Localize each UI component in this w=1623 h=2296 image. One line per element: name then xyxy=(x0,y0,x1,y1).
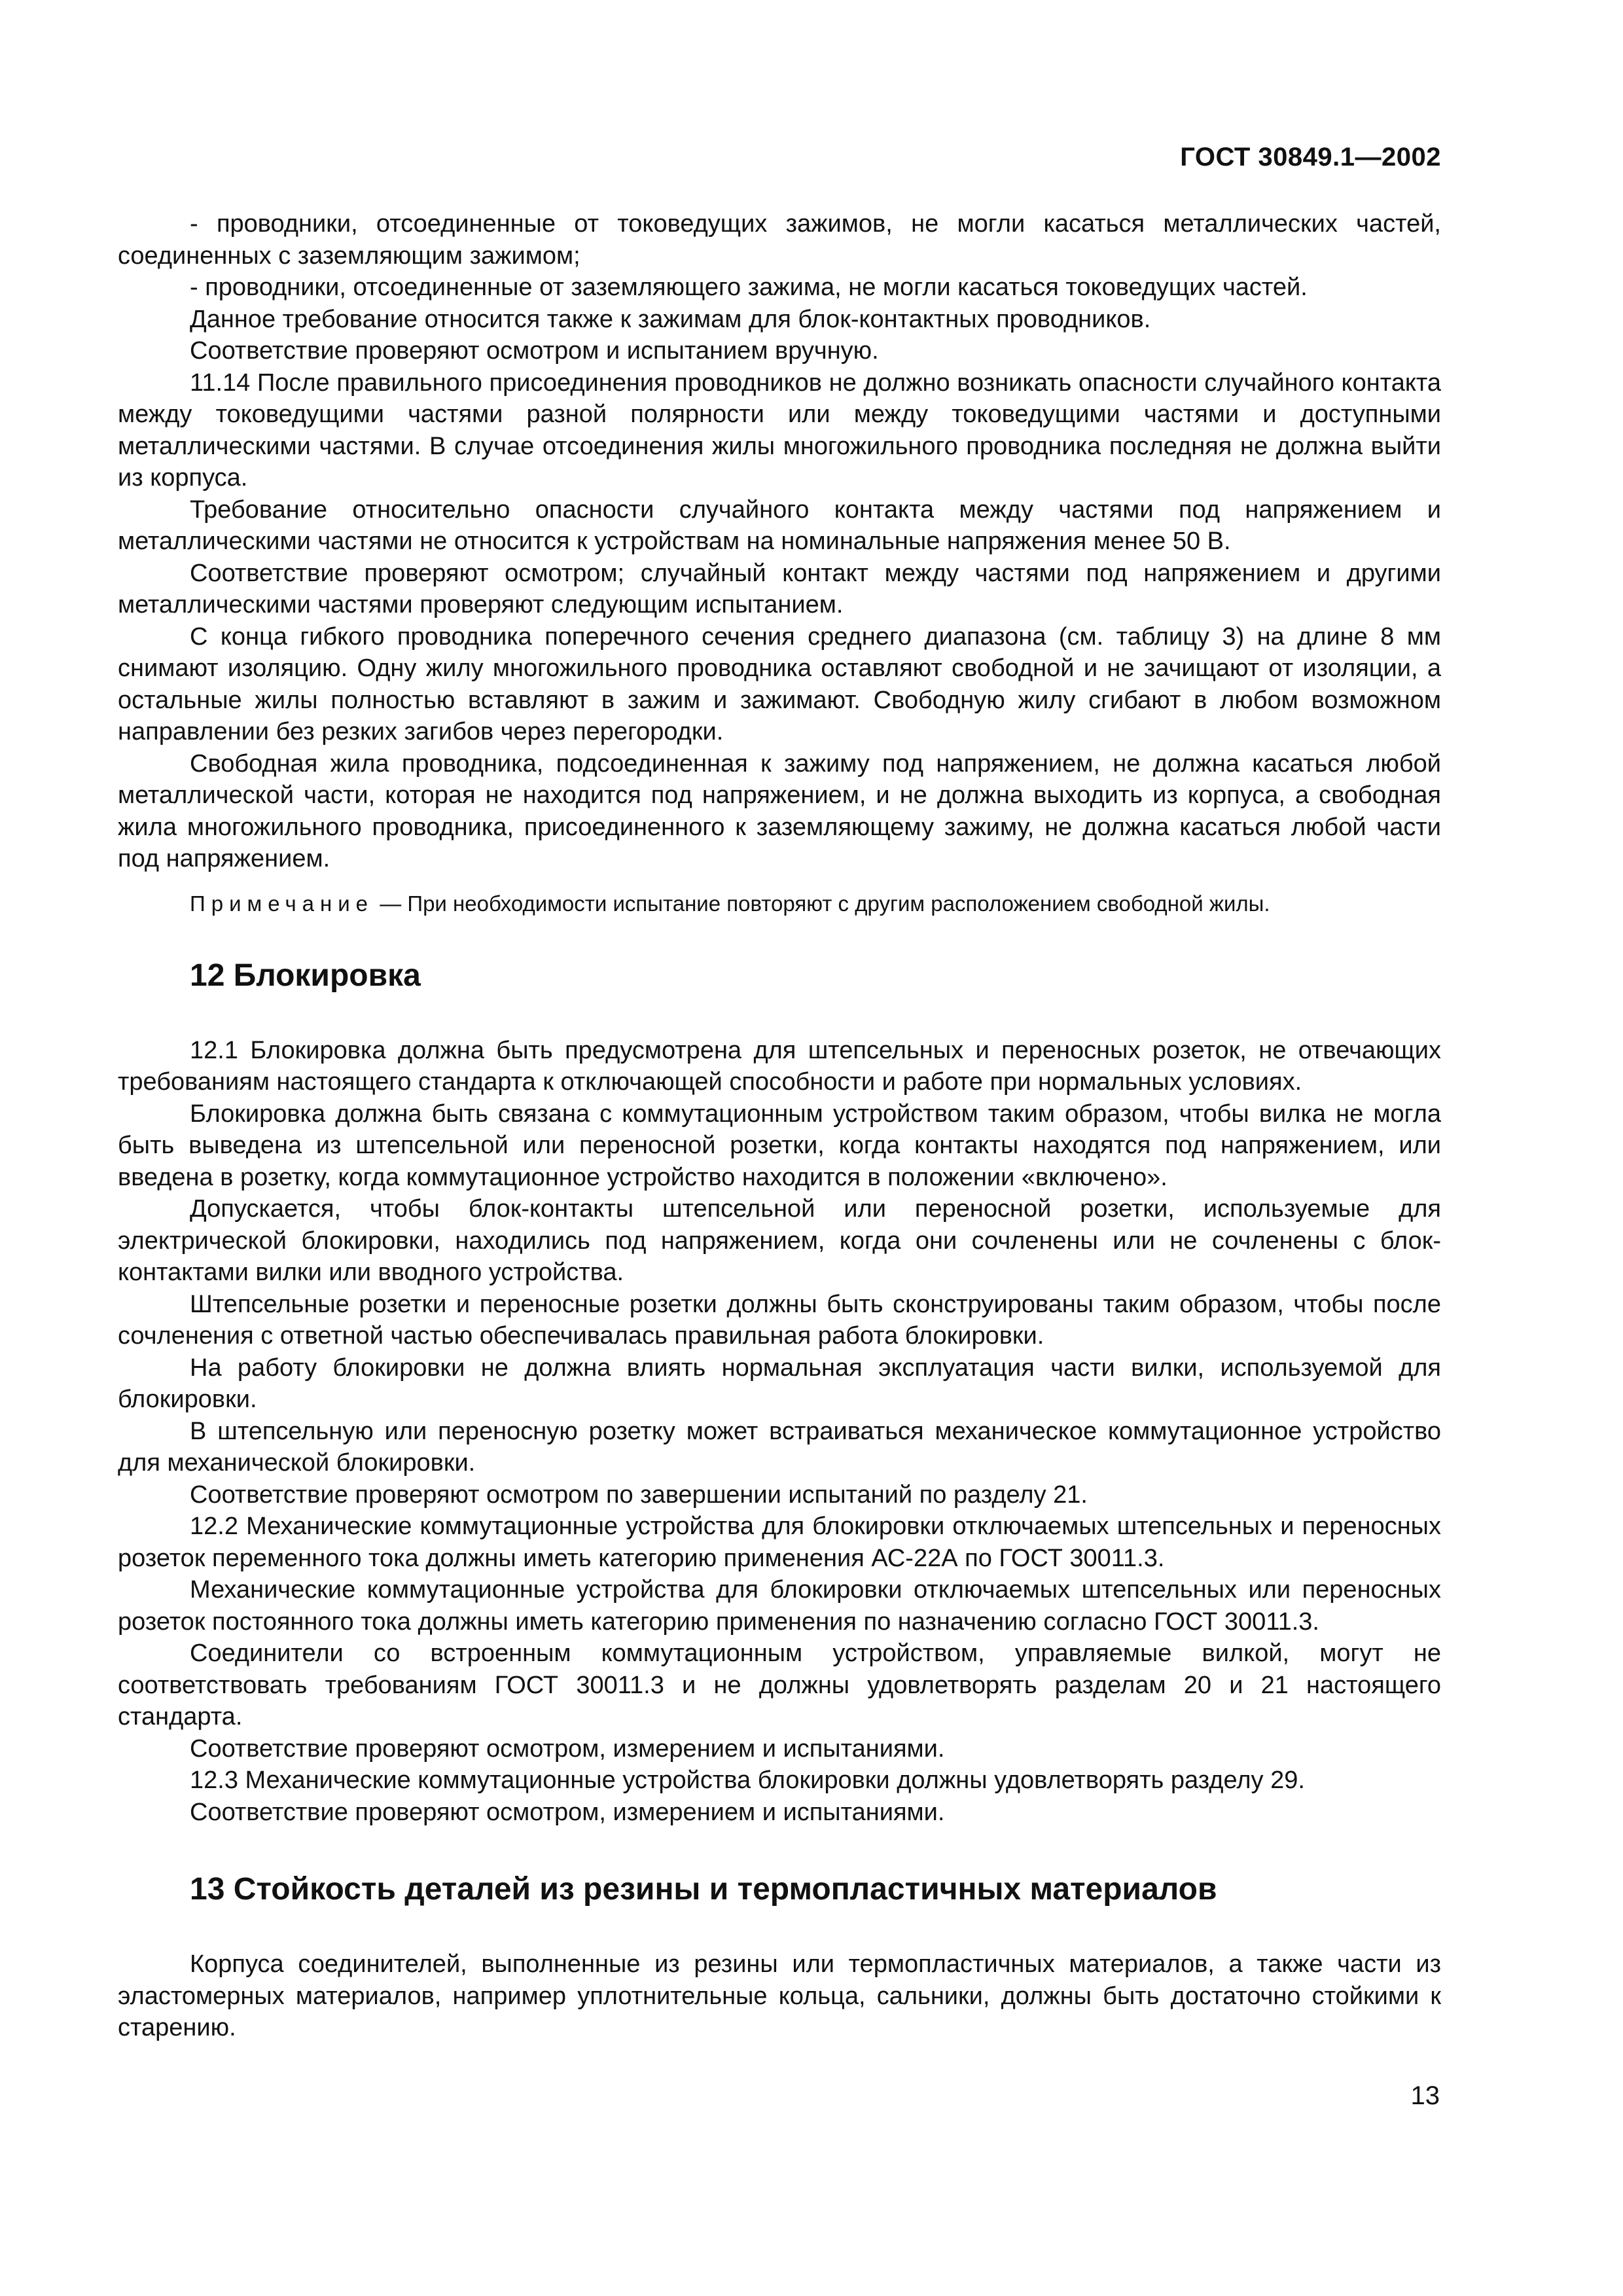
note-label: Примечание xyxy=(190,891,374,916)
page-number: 13 xyxy=(1410,2081,1440,2110)
paragraph: Соответствие проверяют осмотром по завершении испытаний по разделу 21. xyxy=(190,1480,1088,1509)
paragraph: Данное требование относится также к зажимам для блок-контактных проводников. xyxy=(190,305,1151,333)
paragraph: Соответствие проверяют осмотром; случайный контакт между частями под напряжением и другими металлическими частями проверяют следующим испытанием. xyxy=(118,559,1441,619)
note-text: — При необходимости испытание повторяют с другим расположением свободной жилы. xyxy=(380,891,1270,916)
paragraph: Соответствие проверяют осмотром и испытанием вручную. xyxy=(190,337,879,365)
paragraph: - проводники, отсоединенные от заземляющего зажима, не могли касаться токоведущих частей. xyxy=(190,274,1308,301)
paragraph: Механические коммутационные устройства для блокировки отключаемых штепсельных или переносных розеток постоянного тока должны иметь категорию применения по назначению согласно ГОСТ 30011.3. xyxy=(118,1576,1441,1636)
paragraph: Требование относительно опасности случайного контакта между частями под напряжением и металлическими частями не относится к устройствам на номинальные напряжения менее 50 В. xyxy=(118,495,1441,555)
paragraph: Допускается, чтобы блок-контакты штепсельной или переносной розетки, используемые для электрической блокировки, находились под напряжением, когда они сочленены или не сочленены с блок-контактами вилки или вводного устройства. xyxy=(118,1195,1441,1286)
paragraph: 11.14 После правильного присоединения проводников не должно возникать опасности случайного контакта между токоведущими частями разной полярности или между токоведущими частями и доступными металлическими частями. В случае отсоединения жилы многожильного проводника последняя не должна выйти из корпуса. xyxy=(118,368,1441,492)
paragraph: Блокировка должна быть связана с коммутационным устройством таким образом, чтобы вилка не могла быть выведена из штепсельной или переносной розетки, когда контакты находятся под напряжением, или введена в розетку, когда коммутационное устройство находится в положении «включено». xyxy=(118,1100,1441,1191)
paragraph: Корпуса соединителей, выполненные из резины или термопластичных материалов, а также части из эластомерных материалов, например уплотнительные кольца, сальники, должны быть достаточно стойкими к старению. xyxy=(118,1950,1441,2041)
paragraph: На работу блокировки не должна влиять нормальная эксплуатация части вилки, используемой для блокировки. xyxy=(118,1354,1441,1413)
paragraph: С конца гибкого проводника поперечного сечения среднего диапазона (см. таблицу 3) на длине 8 мм снимают изоляцию. Одну жилу многожильного проводника оставляют свободной и не зачищают от изоляции, а остальные жилы полностью вставляют в зажим и зажимают. Свободную жилу сгибают в любом возможном направлении без резких загибов через перегородки. xyxy=(118,622,1441,745)
paragraph: Соответствие проверяют осмотром, измерением и испытаниями. xyxy=(190,1734,945,1763)
section-heading-12: 12 Блокировка xyxy=(190,958,421,993)
paragraph: Соответствие проверяют осмотром, измерением и испытаниями. xyxy=(190,1798,945,1826)
section-heading-13: 13 Стойкость деталей из резины и термопластичных материалов xyxy=(190,1872,1217,1907)
paragraph: - проводники, отсоединенные от токоведущих зажимов, не могли касаться металлических частей, соединенных с заземляющим зажимом; xyxy=(118,210,1441,270)
paragraph: Соединители со встроенным коммутационным устройством, управляемые вилкой, могут не соответствовать требованиям ГОСТ 30011.3 и не должны удовлетворять разделам 20 и 21 настоящего стандарта. xyxy=(118,1640,1441,1731)
page-content xyxy=(118,208,1441,2044)
note xyxy=(118,889,1441,918)
paragraph: 12.3 Механические коммутационные устройства блокировки должны удовлетворять разделу 29. xyxy=(190,1767,1305,1794)
document-code: ГОСТ 30849.1—2002 xyxy=(1180,143,1441,171)
paragraph: 12.1 Блокировка должна быть предусмотрена для штепсельных и переносных розеток, не отвечающих требованиям настоящего стандарта к отключающей способности и работе при нормальных условиях. xyxy=(118,1036,1441,1096)
paragraph: Свободная жила проводника, подсоединенная к зажиму под напряжением, не должна касаться любой металлической части, которая не находится под напряжением, и не должна выходить из корпуса, а свободная жила многожильного проводника, присоединенного к заземляющему зажиму, не должна касаться любой части под напряжением. xyxy=(118,749,1441,872)
paragraph: В штепсельную или переносную розетку может встраиваться механическое коммутационное устройство для механической блокировки. xyxy=(118,1417,1441,1477)
paragraph: 12.2 Механические коммутационные устройства для блокировки отключаемых штепсельных и переносных розеток переменного тока должны иметь категорию применения АС-22А по ГОСТ 30011.3. xyxy=(118,1513,1441,1572)
paragraph: Штепсельные розетки и переносные розетки должны быть сконструированы таким образом, чтобы после сочленения с ответной частью обеспечивалась правильная работа блокировки. xyxy=(118,1290,1441,1350)
